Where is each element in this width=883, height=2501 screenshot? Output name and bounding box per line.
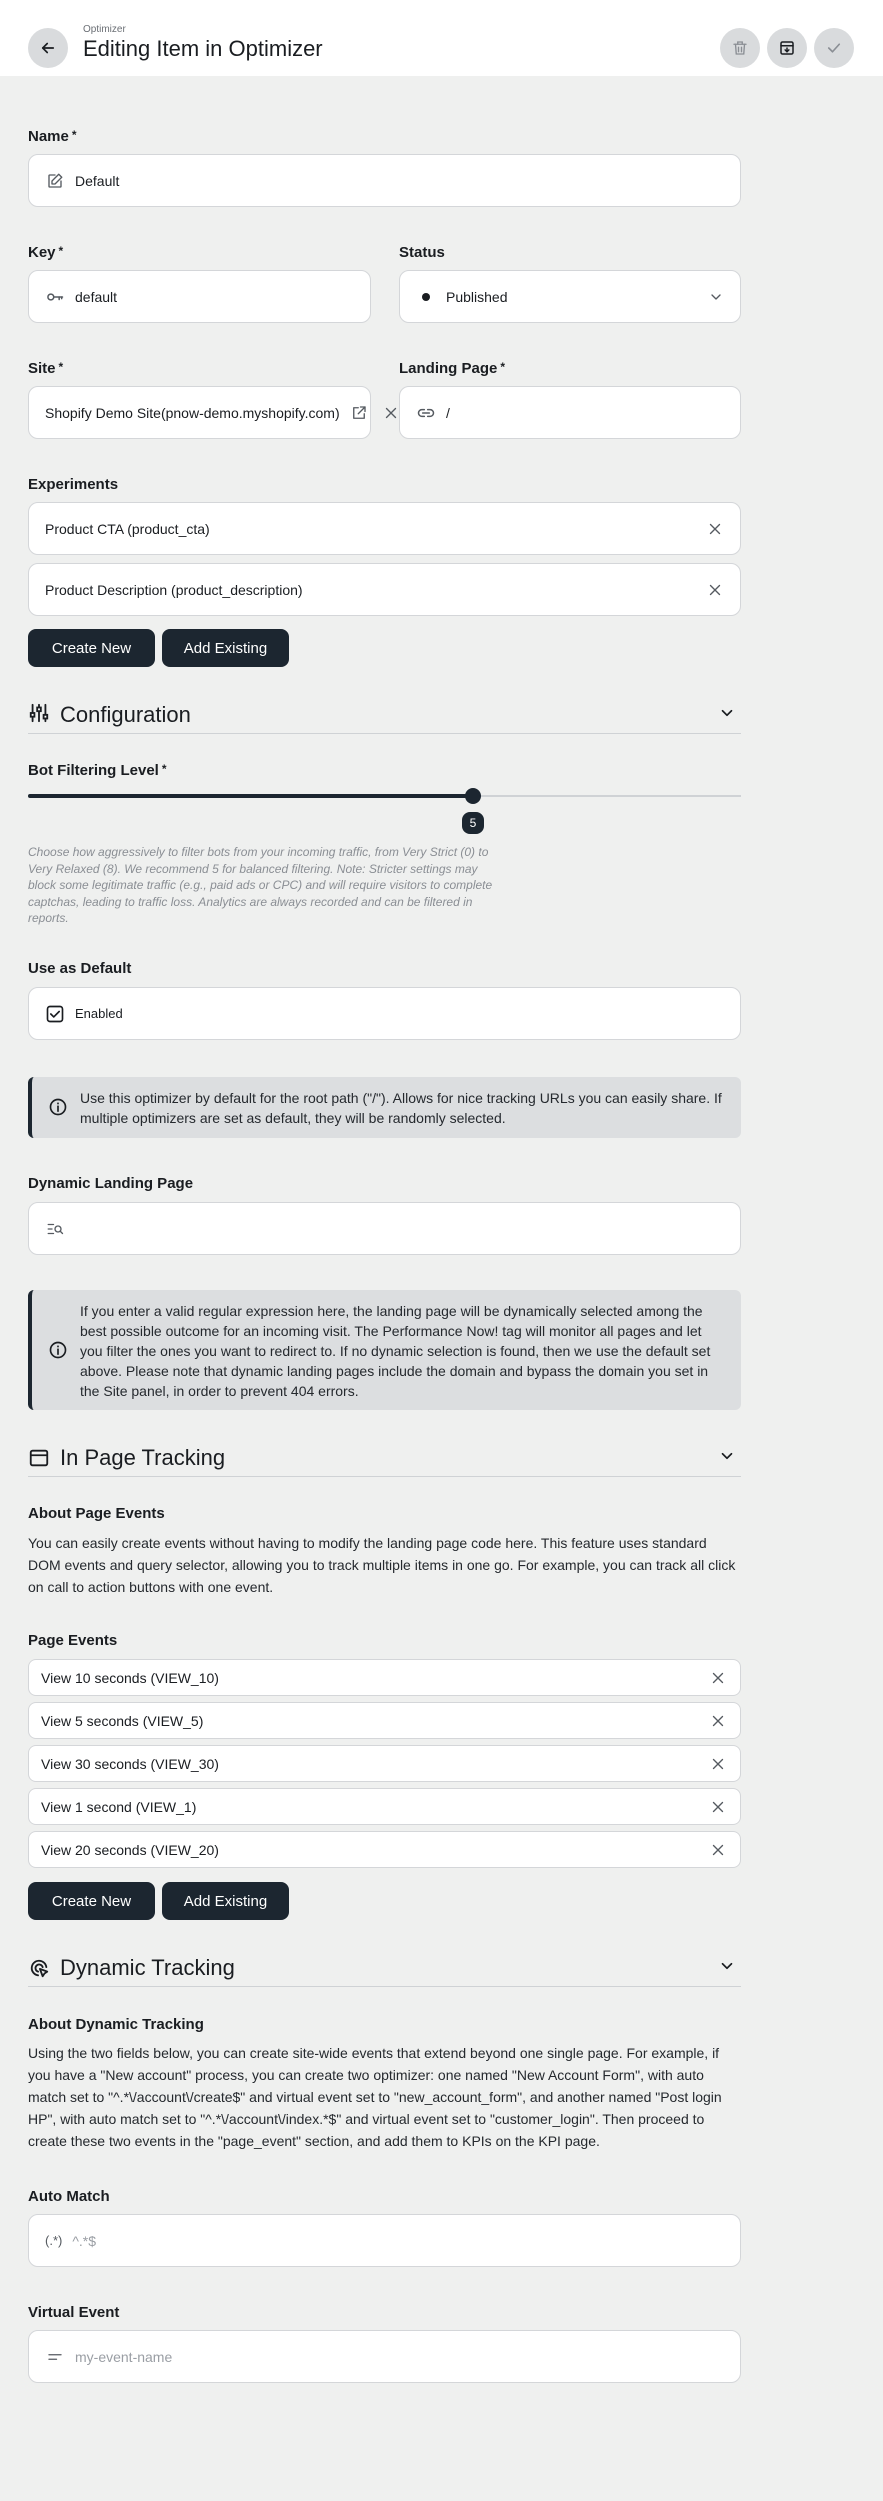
required-mark: * <box>58 244 64 258</box>
remove-icon[interactable] <box>708 1668 728 1688</box>
key-value: default <box>75 288 118 305</box>
page-event-row[interactable] <box>28 1788 741 1825</box>
configuration-collapse-icon[interactable] <box>718 704 736 722</box>
add-existing-experiment-button[interactable]: Add Existing <box>162 629 289 667</box>
page-event-row[interactable] <box>28 1659 741 1696</box>
site-label-text: Site <box>28 360 56 377</box>
checkbox-checked-icon <box>45 1004 65 1024</box>
name-value: Default <box>75 172 120 189</box>
archive-button[interactable] <box>767 28 807 68</box>
about-dynamic-title: About Dynamic Tracking <box>28 2016 204 2033</box>
dynamic-landing-input[interactable] <box>28 1202 741 1255</box>
auto-match-label: Auto Match <box>28 2188 110 2205</box>
status-label: Status <box>399 244 445 261</box>
page-event-label: View 20 seconds (VIEW_20) <box>41 1841 219 1858</box>
bot-filter-help: Choose how aggressively to filter bots from your incoming traffic, from Very Strict (0) to Very Relaxed (8). We recommend 5 for balanced filtering. Note: Stricter settings may block some legitimate traffic (e.g., paid ads or CPC) and will require visitors to complete captchas, leading to traffic loss. Analytics are always recorded and can be filtered in reports. <box>28 845 493 925</box>
experiment-item-label: Product CTA (product_cta) <box>45 520 210 537</box>
slider-value-badge: 5 <box>462 812 484 834</box>
use-default-label: Use as Default <box>28 960 132 977</box>
create-page-event-button[interactable]: Create New <box>28 1882 155 1920</box>
dynamic-landing-info <box>28 1290 741 1410</box>
key-icon <box>45 287 65 307</box>
dynamic-landing-label: Dynamic Landing Page <box>28 1175 194 1192</box>
required-mark: * <box>500 360 506 374</box>
status-value: Published <box>446 288 508 305</box>
auto-match-text[interactable] <box>72 2233 724 2249</box>
about-dynamic-text: Using the two fields below, you can create site-wide events that extend beyond one single page. For example, if you have a "New account" process, you can create two optimizer: one named "New Account Form", with auto match set to "^.*\/account\/create$" and virtual event set to "new_account_form", and another named "Post login HP", with auto match set to "^.*\/account\/index.*$" and virtual event set to "customer_login". Then proceed to create these two events in the "page_event" section, and add them to KPIs on the KPI page. <box>28 2045 722 2149</box>
virtual-event-label: Virtual Event <box>28 2304 120 2321</box>
dynamic-landing-info-text: If you enter a valid regular expression here, the landing page will be dynamically selected among the best possible outcome for an incoming visit. The Performance Now! tag will monitor all pages and let you filter the ones you want to redirect to. If no dynamic selection is found, then we use the default set above. Please note that dynamic landing pages include the domain and bypass the domain you set in the Site panel, in order to prevent 404 errors. <box>80 1303 711 1399</box>
page-event-row[interactable] <box>28 1831 741 1868</box>
remove-icon[interactable] <box>706 581 724 599</box>
remove-icon[interactable] <box>706 520 724 538</box>
use-default-checkbox-label: Enabled <box>75 1006 123 1021</box>
browser-window-icon <box>28 1447 50 1469</box>
remove-icon[interactable] <box>708 1711 728 1731</box>
external-link-icon[interactable] <box>350 404 368 422</box>
section-divider <box>28 1476 741 1477</box>
info-icon <box>48 1340 68 1360</box>
back-button[interactable] <box>28 28 68 68</box>
section-divider <box>28 1986 741 1987</box>
landing-page-input[interactable] <box>399 386 741 439</box>
page-title: Editing Item in Optimizer <box>83 36 323 61</box>
page-event-label: View 1 second (VIEW_1) <box>41 1798 197 1815</box>
delete-button[interactable] <box>720 28 760 68</box>
in-page-collapse-icon[interactable] <box>718 1447 736 1465</box>
page-event-label: View 30 seconds (VIEW_30) <box>41 1755 219 1772</box>
configuration-title: Configuration <box>60 702 191 727</box>
arrow-left-icon <box>39 39 57 57</box>
page-events-label: Page Events <box>28 1632 118 1649</box>
edit-icon <box>45 171 65 191</box>
add-existing-page-event-button[interactable]: Add Existing <box>162 1882 289 1920</box>
key-label <box>28 244 63 261</box>
required-mark: * <box>58 360 64 374</box>
in-page-title: In Page Tracking <box>60 1445 226 1470</box>
status-dot-icon <box>416 287 436 307</box>
page-event-row[interactable] <box>28 1745 741 1782</box>
bot-filter-label <box>28 762 167 779</box>
save-button[interactable] <box>814 28 854 68</box>
create-experiment-button[interactable]: Create New <box>28 629 155 667</box>
about-page-events-title: About Page Events <box>28 1505 165 1522</box>
remove-icon[interactable] <box>708 1754 728 1774</box>
link-icon <box>416 403 436 423</box>
regex-prefix: (.*) <box>45 2233 63 2248</box>
section-divider <box>28 733 741 734</box>
search-list-icon <box>45 1219 65 1239</box>
experiment-item-label: Product Description (product_description) <box>45 581 303 598</box>
dynamic-landing-text[interactable] <box>75 1221 724 1237</box>
use-default-checkbox[interactable] <box>28 987 741 1040</box>
key-label-text: Key <box>28 244 56 261</box>
about-page-events-text: You can easily create events without having to modify the landing page code here. This feature uses standard DOM events and query selector, allowing you to track multiple items in one go. For example, you can track all click on call to action buttons with one event. <box>28 1535 736 1595</box>
name-label-text: Name <box>28 128 69 145</box>
experiment-item[interactable] <box>28 563 741 616</box>
status-select[interactable] <box>399 270 741 323</box>
required-mark: * <box>71 128 77 142</box>
chevron-down-icon <box>708 289 724 305</box>
trash-icon <box>731 39 749 57</box>
sliders-icon <box>28 702 50 724</box>
name-input[interactable] <box>28 154 741 207</box>
virtual-event-text[interactable] <box>75 2349 724 2365</box>
archive-download-icon <box>778 39 796 57</box>
site-label <box>28 360 63 377</box>
dynamic-tracking-title: Dynamic Tracking <box>60 1955 235 1980</box>
bot-filter-label-text: Bot Filtering Level <box>28 762 159 779</box>
use-default-info-text: Use this optimizer by default for the root path ("/"). Allows for nice tracking URLs you can easily share. If multiple optimizers are set as default, they will be randomly selected. <box>80 1090 722 1126</box>
landing-page-label <box>399 360 505 377</box>
remove-icon[interactable] <box>708 1840 728 1860</box>
info-icon <box>48 1097 68 1117</box>
dynamic-collapse-icon[interactable] <box>718 1957 736 1975</box>
top-header <box>0 0 883 76</box>
page-event-label: View 10 seconds (VIEW_10) <box>41 1669 219 1686</box>
page-event-row[interactable] <box>28 1702 741 1739</box>
use-default-info <box>28 1077 741 1138</box>
landing-page-value: / <box>446 404 450 421</box>
site-value: Shopify Demo Site(pnow-demo.myshopify.com) <box>45 404 340 421</box>
slider-thumb[interactable] <box>465 788 481 804</box>
slider-track-fill <box>28 794 473 798</box>
site-select[interactable] <box>28 386 371 439</box>
virtual-event-input[interactable] <box>28 2330 741 2383</box>
experiments-label: Experiments <box>28 476 119 493</box>
slider-track[interactable] <box>473 795 741 797</box>
page-event-label: View 5 seconds (VIEW_5) <box>41 1712 204 1729</box>
target-cursor-icon <box>28 1957 50 1979</box>
experiment-item[interactable] <box>28 502 741 555</box>
landing-page-label-text: Landing Page <box>399 360 498 377</box>
check-icon <box>825 39 843 57</box>
text-lines-icon <box>45 2347 65 2367</box>
key-input[interactable] <box>28 270 371 323</box>
page-subtitle: Optimizer <box>83 24 126 35</box>
auto-match-input[interactable] <box>28 2214 741 2267</box>
name-label <box>28 128 77 145</box>
clear-site-icon[interactable] <box>382 404 400 422</box>
remove-icon[interactable] <box>708 1797 728 1817</box>
required-mark: * <box>161 762 167 776</box>
